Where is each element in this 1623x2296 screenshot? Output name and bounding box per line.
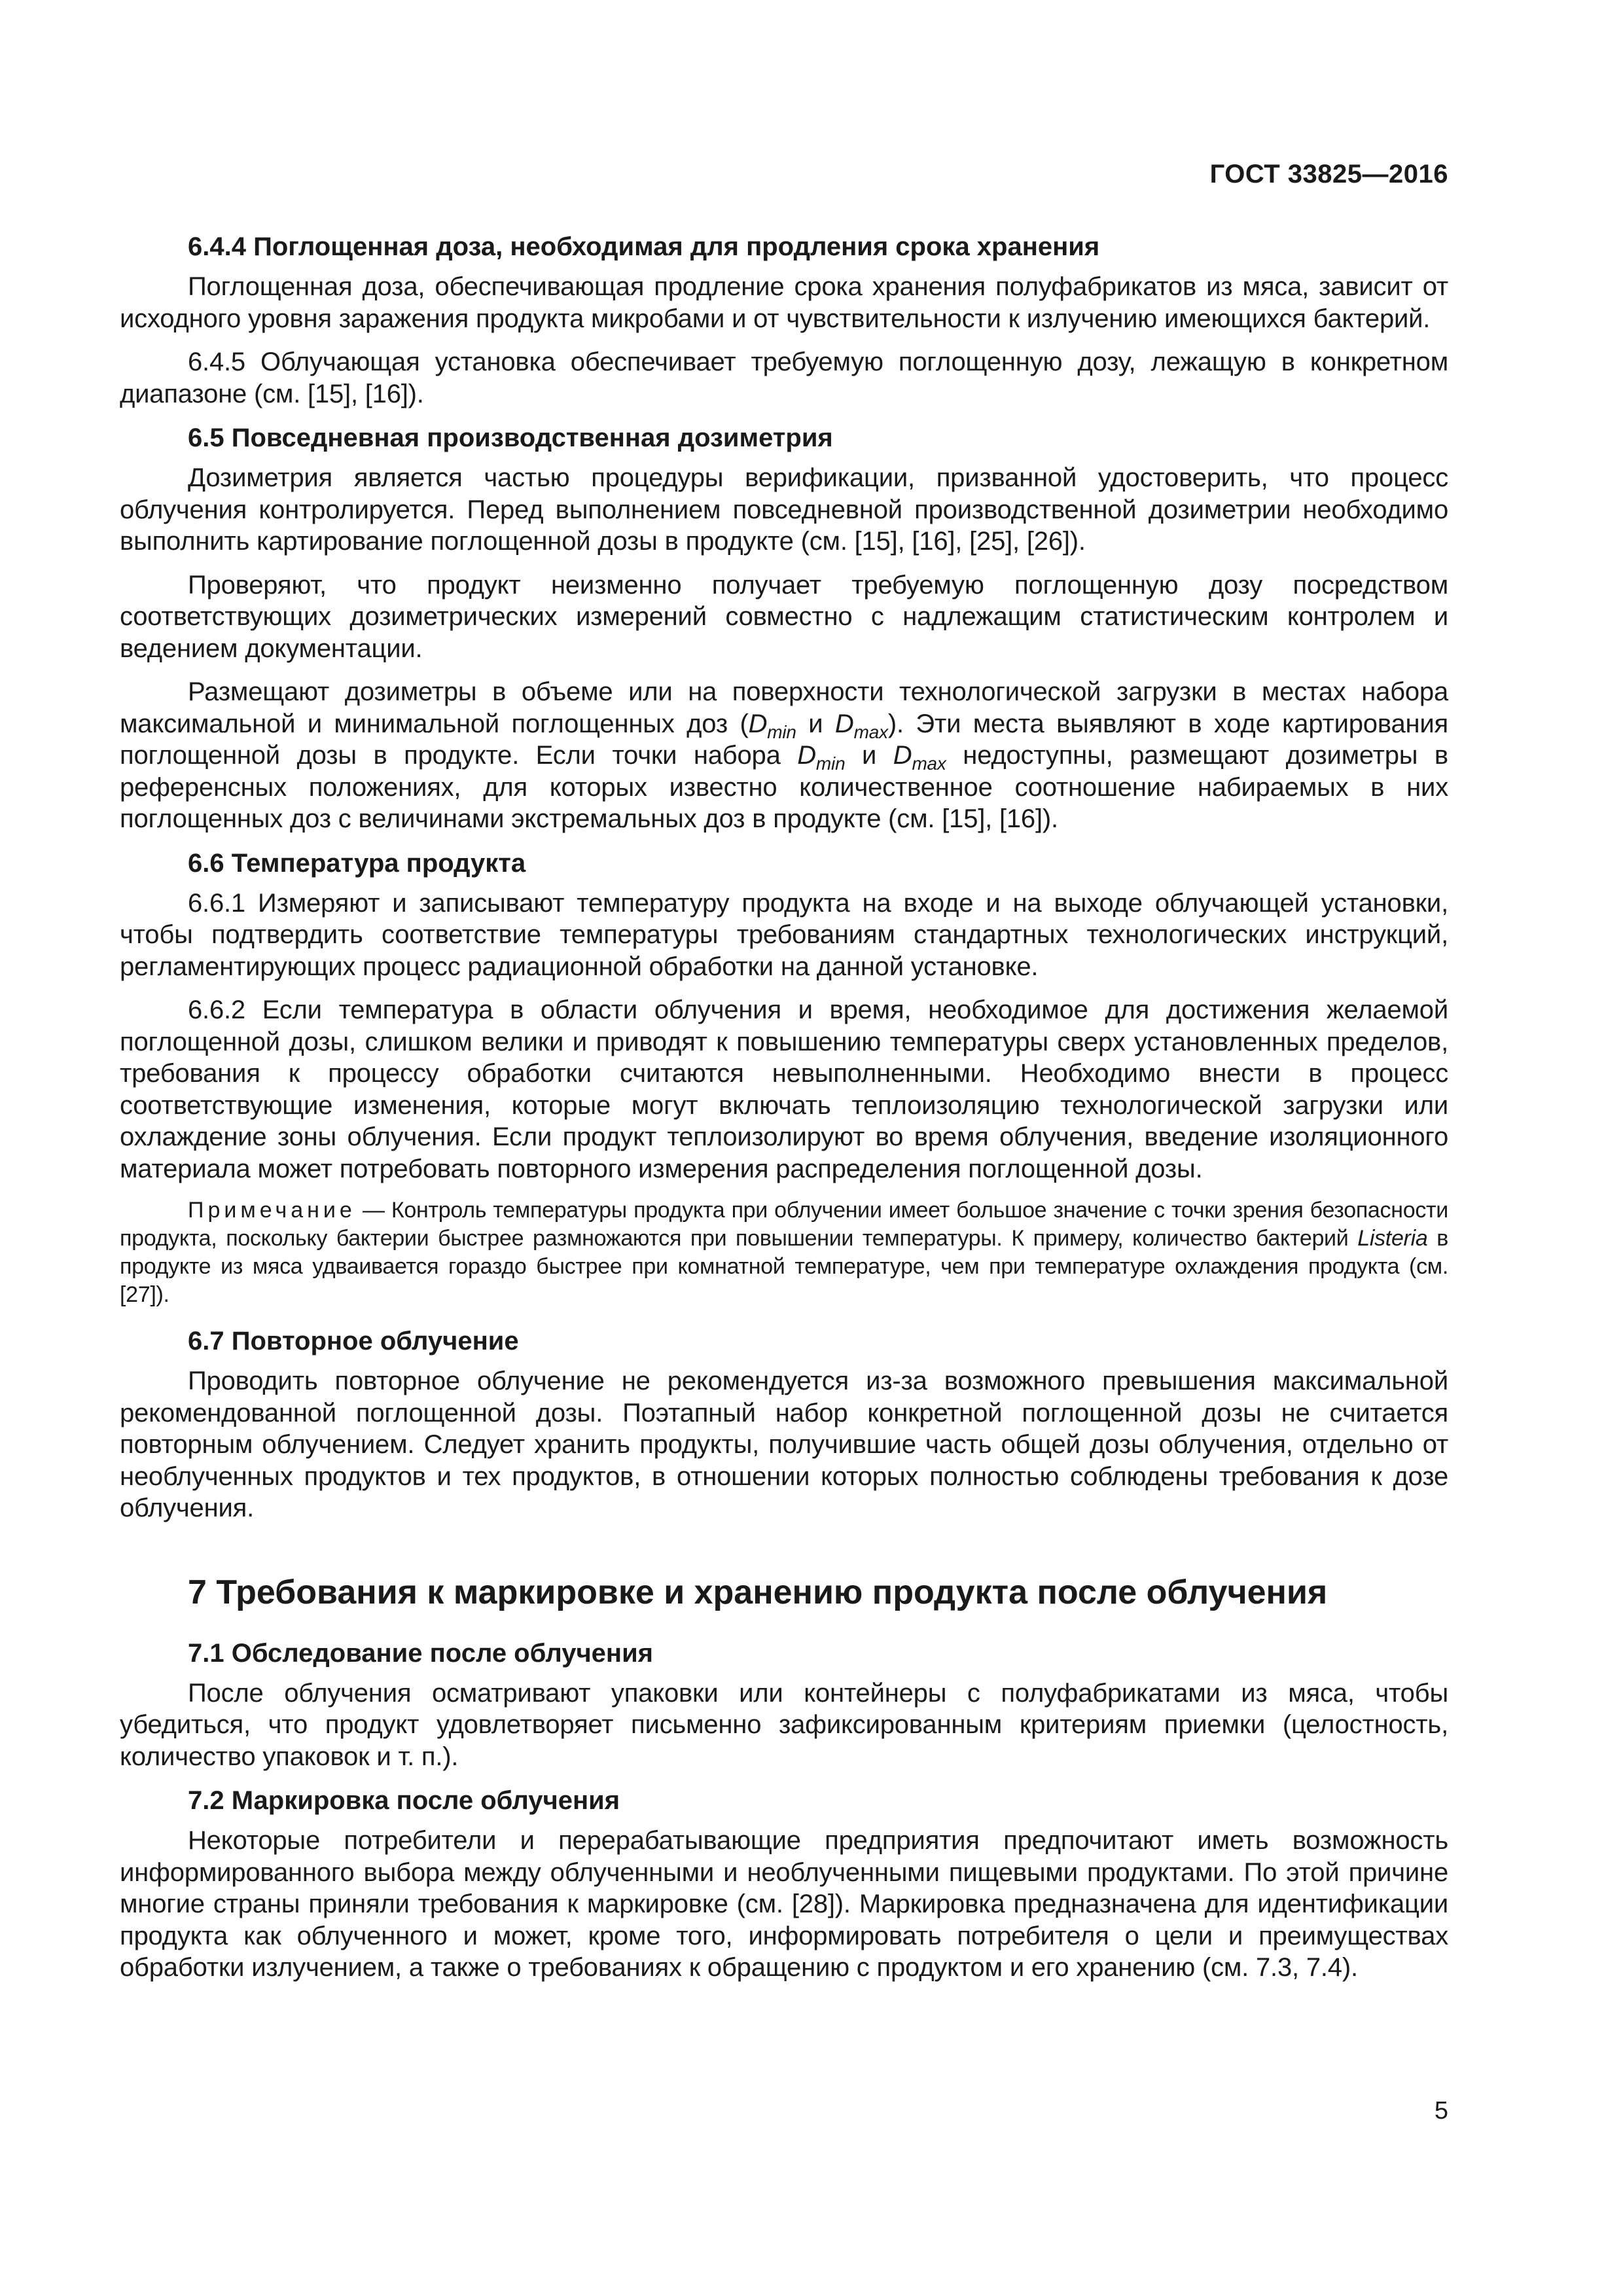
document-code: ГОСТ 33825—2016 xyxy=(1209,160,1448,188)
symbol-d-max: $D_{max}$ xyxy=(834,709,888,742)
paragraph: После облучения осматривают упаковки или контейнеры с полуфабрикатами из мяса, чтобы убедиться, что продукт удовлетворяет письменно зафиксированным критериям приемки (целостность, количество упаковок и т. п.). xyxy=(120,1678,1448,1771)
text-run: ). Эти места выявляют в ходе картирования поглощенной дозы в продукте. Если точки набора xyxy=(120,709,1448,770)
paragraph: 6.6.1 Измеряют и записывают температуру продукта на входе и на выходе облучающей установки, чтобы подтвердить соответствие температуры требованиям стандартных технологических инструкций, регламентирующих процесс радиационной обработки на данной установке. xyxy=(120,888,1448,981)
text-run: в продукте из мяса удваивается гораздо быстрее при комнатной температуре, чем при температуре охлаждения продукта (см. [27]). xyxy=(120,1226,1448,1307)
text-run: Размещают дозиметры в объеме или на поверхности технологической загрузки в местах набора максимальной и минимальной поглощенных доз ( xyxy=(120,677,1448,738)
section-heading-6-4-4: 6.4.4 Поглощенная доза, необходимая для продления срока хранения xyxy=(188,232,1100,261)
section-heading-6-5: 6.5 Повседневная производственная дозиметрия xyxy=(188,423,833,452)
note xyxy=(120,1196,1448,1309)
paragraph: Поглощенная доза, обеспечивающая продление срока хранения полуфабрикатов из мяса, зависит от исходного уровня заражения продукта микробами и от чувствительности к излучению имеющихся бактерий. xyxy=(120,272,1448,333)
note-label: Примечание xyxy=(188,1198,356,1223)
paragraph: Дозиметрия является частью процедуры верификации, призванной удостоверить, что процесс облучения контролируется. Перед выполнением повседневной производственной дозиметрии необходимо выполнить картирование поглощенной дозы в продукте (см. [15], [16], [25], [26]). xyxy=(120,463,1448,556)
section-heading-7-1: 7.1 Обследование после облучения xyxy=(188,1638,654,1668)
italic-term: Listeria xyxy=(1357,1226,1428,1251)
section-heading-7-2: 7.2 Маркировка после облучения xyxy=(188,1786,620,1815)
symbol-d-max: $D_{max}$ xyxy=(893,741,946,774)
paragraph: 6.4.5 Облучающая установка обеспечивает требуемую поглощенную дозу, лежащую в конкретном диапазоне (см. [15], [16]). xyxy=(120,348,1448,408)
text-run: недоступны, размещают дозиметры в референсных положениях, для которых известно количественное соотношение набираемых в них поглощенных доз с величинами экстремальных доз в продукте (см. [15], [16]). xyxy=(120,741,1448,833)
paragraph: Проводить повторное облучение не рекомендуется из-за возможного превышения максимальной рекомендованной поглощенной дозы. Поэтапный набор конкретной поглощенной дозы не считается повторным облучением. Следует хранить продукты, получившие часть общей дозы облучения, отдельно от необлученных продуктов и тех продуктов, в отношении которых полностью соблюдены требования к дозе облучения. xyxy=(120,1367,1448,1522)
symbol-d-min: $D_{min}$ xyxy=(797,741,846,774)
section-heading-6-7: 6.7 Повторное облучение xyxy=(188,1327,519,1355)
text-run: — Контроль температуры продукта при облучении имеет большое значение с точки зрения безопасности продукта, поскольку бактерии быстрее размножаются при повышении температуры. К примеру, количество бактерий xyxy=(120,1198,1448,1251)
section-heading-6-6: 6.6 Температура продукта xyxy=(188,848,526,878)
paragraph: Проверяют, что продукт неизменно получает требуемую поглощенную дозу посредством соответствующих дозиметрических измерений совместно с надлежащим статистическим контролем и ведением документации. xyxy=(120,570,1448,663)
paragraph: Некоторые потребители и перерабатывающие предприятия предпочитают иметь возможность информированного выбора между облученными и необлученными пищевыми продуктами. По этой причине многие страны приняли требования к маркировке (см. [28]). Маркировка предназначена для идентификации продукта как облученного и может, кроме того, информировать потребителя о цели и преимуществах обработки излучением, а также о требованиях к обращению с продуктом и его хранению (см. 7.3, 7.4). xyxy=(120,1826,1448,1982)
text-run: и xyxy=(845,741,893,770)
chapter-heading-7: 7 Требования к маркировке и хранению продукта после облучения xyxy=(188,1573,1328,1611)
symbol-d-min: $D_{min}$ xyxy=(748,709,796,742)
document-body xyxy=(120,230,1448,1996)
paragraph: 6.6.2 Если температура в области облучения и время, необходимое для достижения желаемой поглощенной дозы, слишком велики и приводят к повышению температуры сверх установленных пределов, требования к процессу обработки считаются невыполненными. Необходимо внести в процесс соответствующие изменения, которые могут включать теплоизоляцию технологической загрузки или охлаждение зоны облучения. Если продукт теплоизолируют во время облучения, введение изоляционного материала может потребовать повторного измерения распределения поглощенной дозы. xyxy=(120,996,1448,1183)
paragraph-dosimeter-placement xyxy=(120,676,1448,835)
text-run: и xyxy=(796,709,835,738)
page-number: 5 xyxy=(1434,2097,1448,2125)
